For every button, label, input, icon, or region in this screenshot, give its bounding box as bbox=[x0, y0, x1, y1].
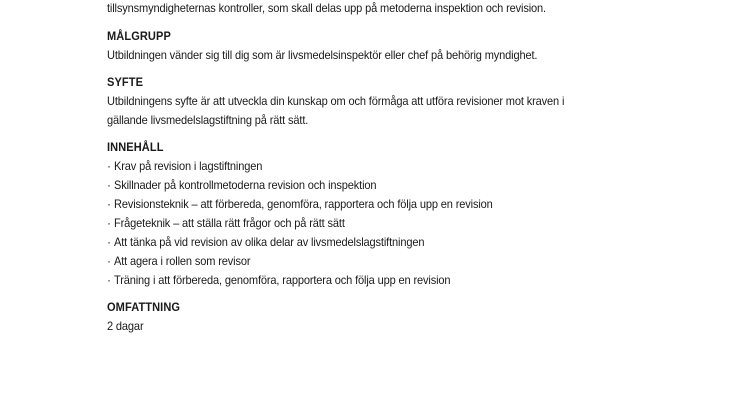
heading-innehall: INNEHÅLL bbox=[107, 140, 164, 154]
heading-syfte: SYFTE bbox=[107, 75, 144, 89]
list-item-text: Frågeteknik – att ställa rätt frågor och på rätt sätt bbox=[114, 216, 345, 230]
innehall-list bbox=[107, 157, 727, 290]
bullet-dot: · bbox=[107, 216, 111, 230]
list-item bbox=[107, 233, 727, 252]
list-item-text: Träning i att förbereda, genomföra, rapportera och följa upp en revision bbox=[114, 273, 451, 287]
list-item bbox=[107, 195, 727, 214]
section-innehall bbox=[107, 138, 727, 290]
section-syfte bbox=[107, 73, 727, 130]
bullet-dot: · bbox=[107, 254, 111, 268]
document-page bbox=[107, 0, 727, 336]
list-item bbox=[107, 176, 727, 195]
heading-omfattning: OMFATTNING bbox=[107, 300, 181, 314]
section-omfattning bbox=[107, 298, 727, 336]
bullet-dot: · bbox=[107, 178, 111, 192]
syfte-text-line-1: Utbildningens syfte är att utveckla din kunskap om och förmåga att utföra revisioner mot kraven i bbox=[107, 94, 565, 108]
list-item bbox=[107, 214, 727, 233]
bullet-dot: · bbox=[107, 273, 111, 287]
omfattning-text: 2 dagar bbox=[107, 319, 144, 333]
intro-line: tillsynsmyndigheternas kontroller, som skall delas upp på metoderna inspektion och revision. bbox=[107, 1, 546, 15]
bullet-dot: · bbox=[107, 159, 111, 173]
malgrupp-text: Utbildningen vänder sig till dig som är livsmedelsinspektör eller chef på behörig myndighet. bbox=[107, 48, 538, 62]
bullet-dot: · bbox=[107, 197, 111, 211]
list-item bbox=[107, 157, 727, 176]
list-item bbox=[107, 271, 727, 290]
list-item-text: Revisionsteknik – att förbereda, genomföra, rapportera och följa upp en revision bbox=[114, 197, 493, 211]
bullet-dot: · bbox=[107, 235, 111, 249]
list-item-text: Att tänka på vid revision av olika delar av livsmedelslagstiftningen bbox=[114, 235, 425, 249]
list-item-text: Att agera i rollen som revisor bbox=[114, 254, 251, 268]
list-item-text: Krav på revision i lagstiftningen bbox=[114, 159, 263, 173]
syfte-text-line-2: gällande livsmedelslagstiftning på rätt sätt. bbox=[107, 113, 309, 127]
section-malgrupp bbox=[107, 27, 727, 65]
list-item bbox=[107, 252, 727, 271]
heading-malgrupp: MÅLGRUPP bbox=[107, 29, 171, 43]
list-item-text: Skillnader på kontrollmetoderna revision och inspektion bbox=[114, 178, 377, 192]
